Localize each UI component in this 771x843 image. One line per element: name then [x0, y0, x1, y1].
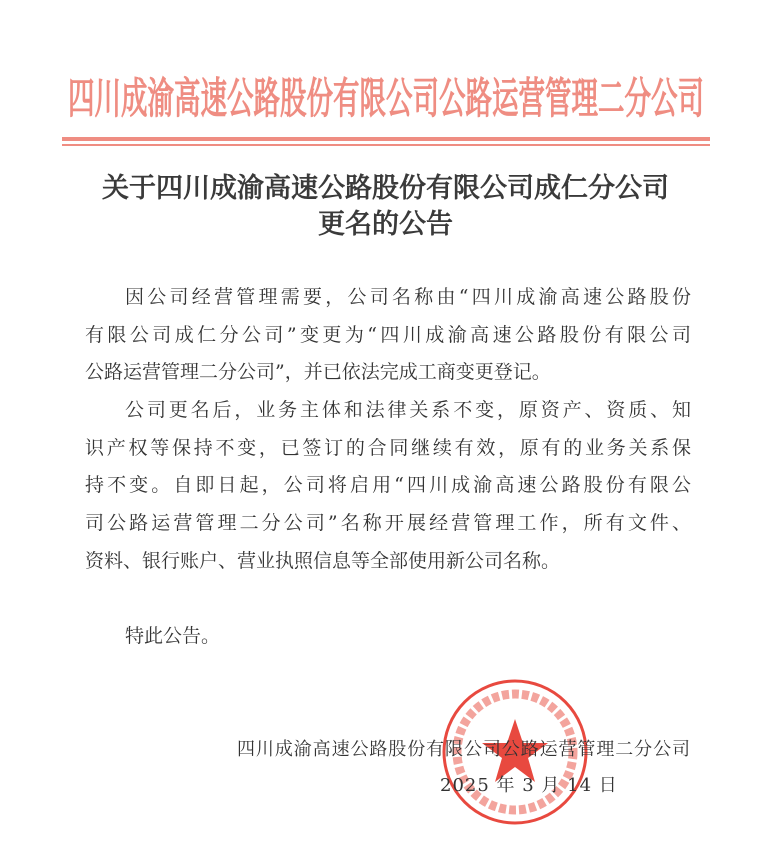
letterhead: 四川成渝高速公路股份有限公司公路运营管理二分公司	[68, 74, 704, 124]
body-line: 有限公司成仁分公司”变更为“四川成渝高速公路股份有限公司	[85, 323, 691, 346]
notice-body	[85, 283, 691, 585]
letterhead-rule	[62, 137, 710, 141]
body-line: 资料、银行账户、营业执照信息等全部使用新公司名称。	[85, 549, 561, 572]
body-line: 公司更名后，业务主体和法律关系不变，原资产、资质、知	[125, 399, 691, 422]
body-line: 司公路运营管理二分公司”名称开展经营管理工作，所有文件、	[85, 512, 691, 535]
body-line: 公路运营管理二分公司”，并已依法完成工商变更登记。	[85, 361, 551, 384]
body-line: 持不变。自即日起，公司将启用“四川成渝高速公路股份有限公	[85, 474, 691, 497]
signature-date: 2025 年 3 月 14 日	[440, 775, 618, 796]
letterhead-rule-thin	[62, 144, 710, 146]
notice-title-line2: 更名的公告	[318, 209, 453, 240]
signature-company: 四川成渝高速公路股份有限公司公路运营管理二分公司	[237, 739, 690, 760]
notice-title-line1: 关于四川成渝高速公路股份有限公司成仁分公司	[102, 173, 669, 204]
body-line: 因公司经营管理需要，公司名称由“四川成渝高速公路股份	[125, 286, 691, 308]
closing-text: 特此公告。	[125, 625, 221, 647]
body-line: 识产权等保持不变，已签订的合同继续有效，原有的业务关系保	[85, 436, 691, 459]
